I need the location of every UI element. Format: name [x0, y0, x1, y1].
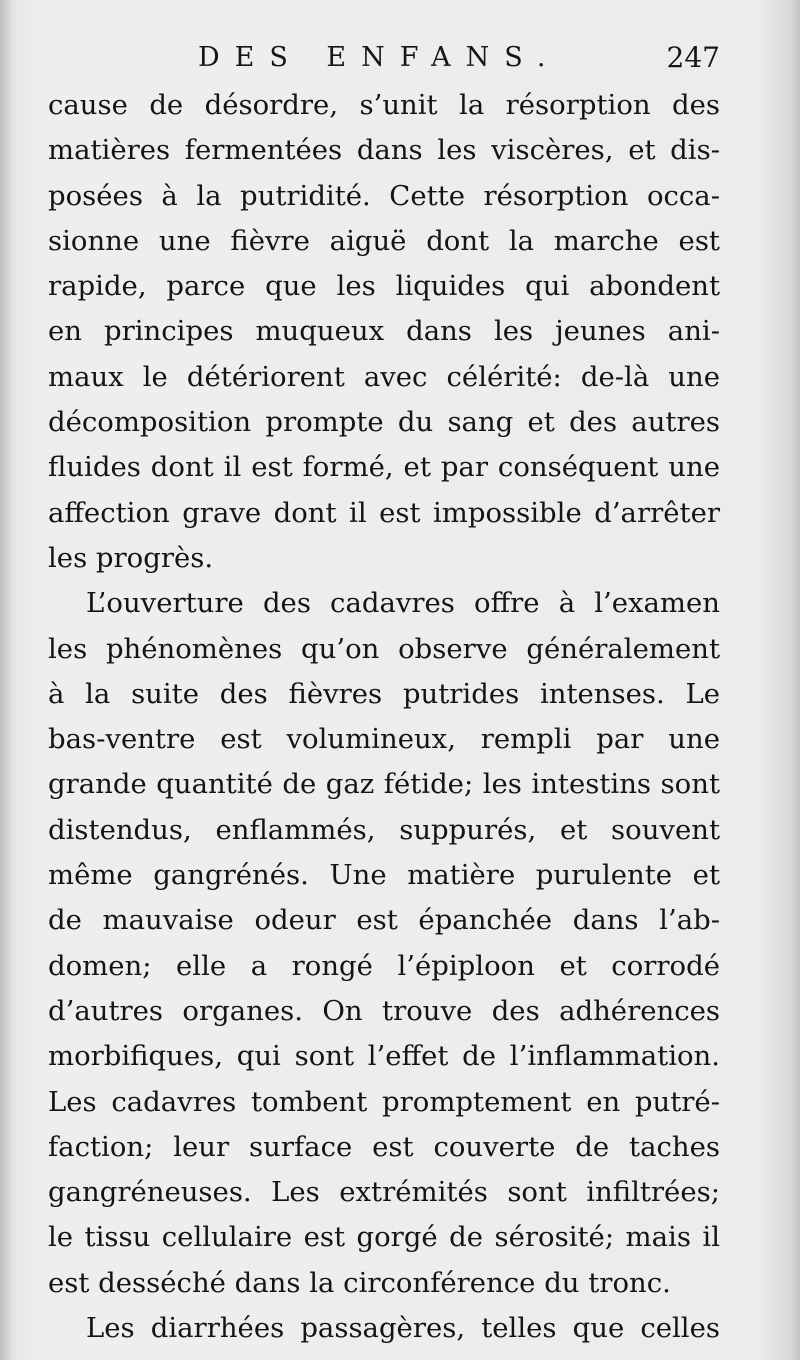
- text-line: décomposition prompte du sang et des autres: [48, 406, 720, 439]
- text-line: de mauvaise odeur est épanchée dans l’ab-: [48, 904, 720, 937]
- body-text: [48, 83, 720, 1351]
- text-line: maux le détériorent avec célérité: de-là une: [48, 360, 720, 393]
- running-head: [48, 38, 720, 78]
- text-line: les phénomènes qu’on observe généralement: [48, 632, 720, 665]
- text-line: Les cadavres tombent promptement en putré-: [48, 1085, 720, 1118]
- text-line: domen; elle a rongé l’épiploon et corrodé: [48, 949, 720, 982]
- text-line: grande quantité de gaz fétide; les intestins sont: [48, 768, 720, 801]
- text-line: bas-ventre est volumineux, rempli par une: [48, 723, 720, 756]
- text-line: morbifiques, qui sont l’effet de l’inflammation.: [48, 1040, 720, 1073]
- paragraph-1: [48, 83, 720, 581]
- page-number: 247: [666, 41, 720, 74]
- text-line: en principes muqueux dans les jeunes ani-: [48, 315, 720, 348]
- text-line: même gangrénés. Une matière purulente et: [48, 859, 720, 892]
- text-line: matières fermentées dans les viscères, et dis-: [48, 134, 720, 167]
- text-line: les progrès.: [48, 541, 214, 574]
- text-line: affection grave dont il est impossible d’arrêter: [48, 496, 720, 529]
- text-line: posées à la putridité. Cette résorption occa-: [48, 179, 720, 212]
- text-line: faction; leur surface est couverte de taches: [48, 1130, 720, 1163]
- paragraph-3: [48, 1306, 720, 1351]
- text-line: fluides dont il est formé, et par conséquent une: [48, 451, 720, 484]
- text-line: distendus, enflammés, suppurés, et souvent: [48, 813, 720, 846]
- text-line: le tissu cellulaire est gorgé de sérosité; mais il: [48, 1221, 720, 1254]
- text-line: gangréneuses. Les extrémités sont infiltrées;: [48, 1176, 720, 1209]
- paragraph-2: [48, 581, 720, 1306]
- text-line: sionne une fièvre aiguë dont la marche est: [48, 224, 720, 257]
- running-title: DES ENFANS.: [198, 42, 561, 73]
- text-line: à la suite des fièvres putrides intenses. Le: [48, 677, 720, 710]
- text-line: L’ouverture des cadavres offre à l’examen: [86, 587, 720, 620]
- text-line: rapide, parce que les liquides qui abondent: [48, 270, 720, 303]
- text-line: cause de désordre, s’unit la résorption des: [48, 89, 720, 121]
- text-line: est desséché dans la circonférence du tronc.: [48, 1266, 671, 1299]
- text-line: d’autres organes. On trouve des adhérences: [48, 994, 720, 1027]
- text-line: Les diarrhées passagères, telles que celles: [86, 1312, 720, 1345]
